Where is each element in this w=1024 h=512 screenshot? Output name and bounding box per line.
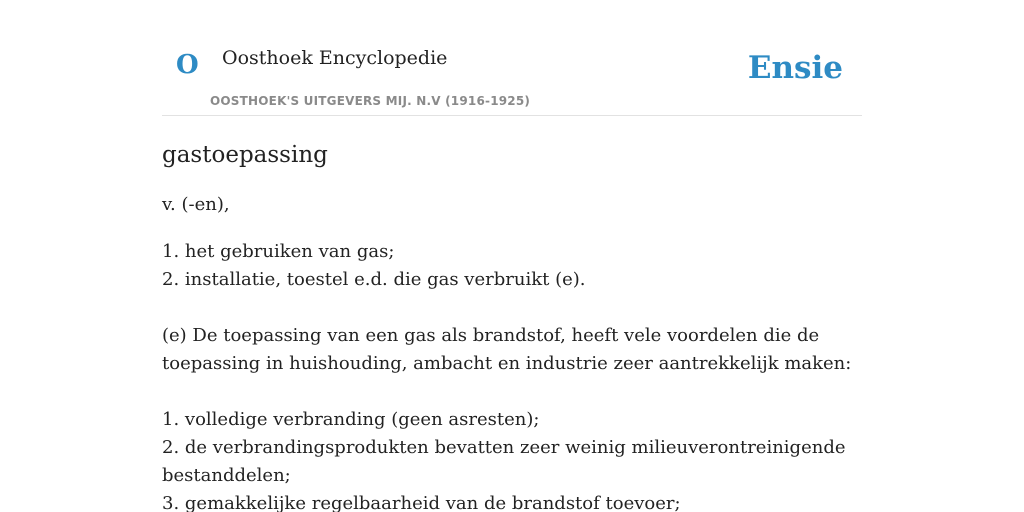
list-item: 3. gemakkelijke regelbaarheid van de brandstof toevoer;: [162, 493, 681, 512]
meaning-item: 2. installatie, toestel e.d. die gas verbruikt (e).: [162, 269, 586, 290]
brand-logo[interactable]: Ensie: [747, 50, 843, 86]
meaning-item: 1. het gebruiken van gas;: [162, 241, 395, 262]
header: [162, 0, 862, 116]
page: [162, 0, 862, 512]
advantages-list: [162, 406, 862, 512]
meanings-list: [162, 238, 862, 294]
list-item: 1. volledige verbranding (geen asresten);: [162, 409, 540, 430]
publisher-label: OOSTHOEK'S UITGEVERS MIJ. N.V (1916-1925): [210, 94, 531, 108]
explanation-text: (e) De toepassing van een gas als brandstof, heeft vele voordelen die de toepassing in huishouding, ambacht en industrie zeer aantrekkelijk maken:: [162, 325, 852, 374]
logo-icon[interactable]: O: [176, 50, 199, 80]
page-title: gastoepassing: [162, 142, 328, 168]
grammar-info: v. (-en),: [162, 194, 230, 215]
entry-content: [162, 140, 862, 512]
list-item: 2. de verbrandingsprodukten bevatten zeer weinig milieuverontreinigende bestanddelen;: [162, 437, 846, 486]
site-title[interactable]: Oosthoek Encyclopedie: [222, 47, 448, 69]
